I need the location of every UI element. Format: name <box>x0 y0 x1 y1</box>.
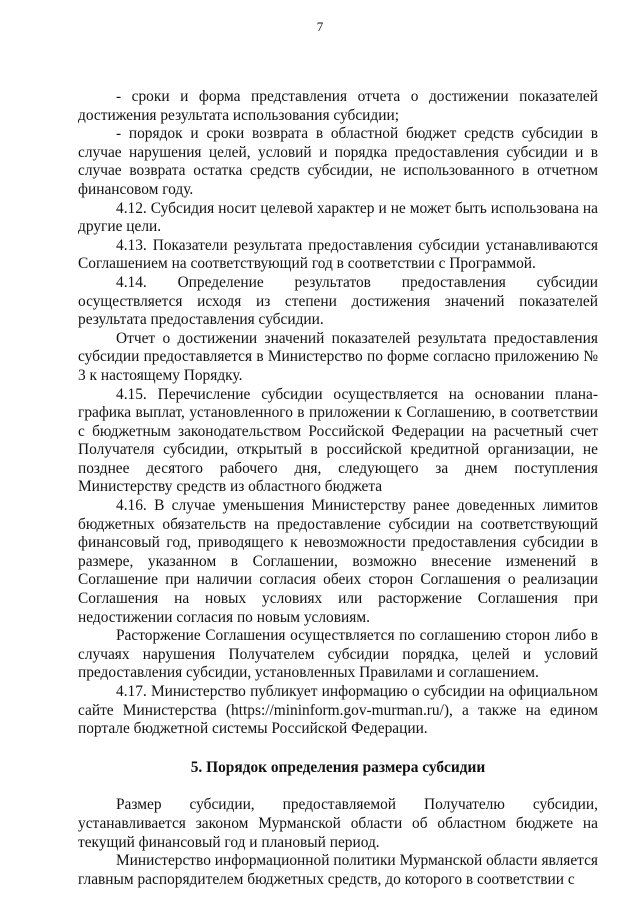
paragraph-report: Отчет о достижении значений показателей результата предоставления субсидии предоставляется в Министерство по форме согласно приложению № 3 к настоящему Порядку. <box>78 329 598 384</box>
paragraph-4-14: 4.14. Определение результатов предоставления субсидии осуществляется исходя из степени достижения значений показателей результата предоставления субсидии. <box>78 273 598 329</box>
paragraph-termination: Расторжение Соглашения осуществляется по соглашению сторон либо в случаях нарушения Получателем субсидии порядка, целей и условий предоставления субсидии, установленных Правилами и соглашением. <box>78 627 598 682</box>
document-body <box>78 88 598 889</box>
paragraph-ministry: Министерство информационной политики Мурманской области является главным распорядителем бюджетных средств, до которого в соответствии с <box>78 852 598 888</box>
paragraph-4-16: 4.16. В случае уменьшения Министерству ранее доведенных лимитов бюджетных обязательств на предоставление субсидии на соответствующий финансовый год, приводящего к невозможности предоставления субсидии в размере, указанном в Соглашении, возможно внесение изменений в Соглашение при наличии согласия обеих сторон Соглашения о реализации Соглашения на новых условиях или расторжение Соглашения при недостижении согласия по новым условиям. <box>78 497 598 626</box>
paragraph-4-15: 4.15. Перечисление субсидии осуществляется на основании плана-графика выплат, установленного в приложении к Соглашению, в соответствии с бюджетным законодательством Российской Федерации на расчетный счет Получателя субсидии, открытый в российской кредитной организации, не позднее десятого рабочего дня, следующего за днем поступления Министерству средств из областного бюджета <box>78 385 598 496</box>
paragraph-4-17: 4.17. Министерство публикует информацию о субсидии на официальном сайте Министерства (https://mininform.gov-murman.ru/), а также на едином портале бюджетной системы Российской Федерации. <box>78 683 598 738</box>
paragraph-subsidy-size: Размер субсидии, предоставляемой Получателю субсидии, устанавливается законом Мурманской области об областном бюджете на текущий финансовый год и плановый период. <box>78 796 598 851</box>
paragraph-refund-order: - порядок и сроки возврата в областной бюджет средств субсидии в случае нарушения целей, условий и порядка предоставления субсидии и в случае возврата остатка средств субсидии, не использованного в отчетном финансовом году. <box>78 125 598 198</box>
page-number: 7 <box>316 19 324 34</box>
section-heading: 5. Порядок определения размера субсидии <box>190 758 486 776</box>
paragraph-4-12: 4.12. Субсидия носит целевой характер и не может быть использована на другие цели. <box>78 199 598 236</box>
paragraph-4-13: 4.13. Показатели результата предоставления субсидии устанавливаются Соглашением на соответствующий год в соответствии с Программой. <box>78 236 598 273</box>
paragraph-report-form: - сроки и форма представления отчета о достижении показателей достижения результата использования субсидии; <box>78 88 598 124</box>
